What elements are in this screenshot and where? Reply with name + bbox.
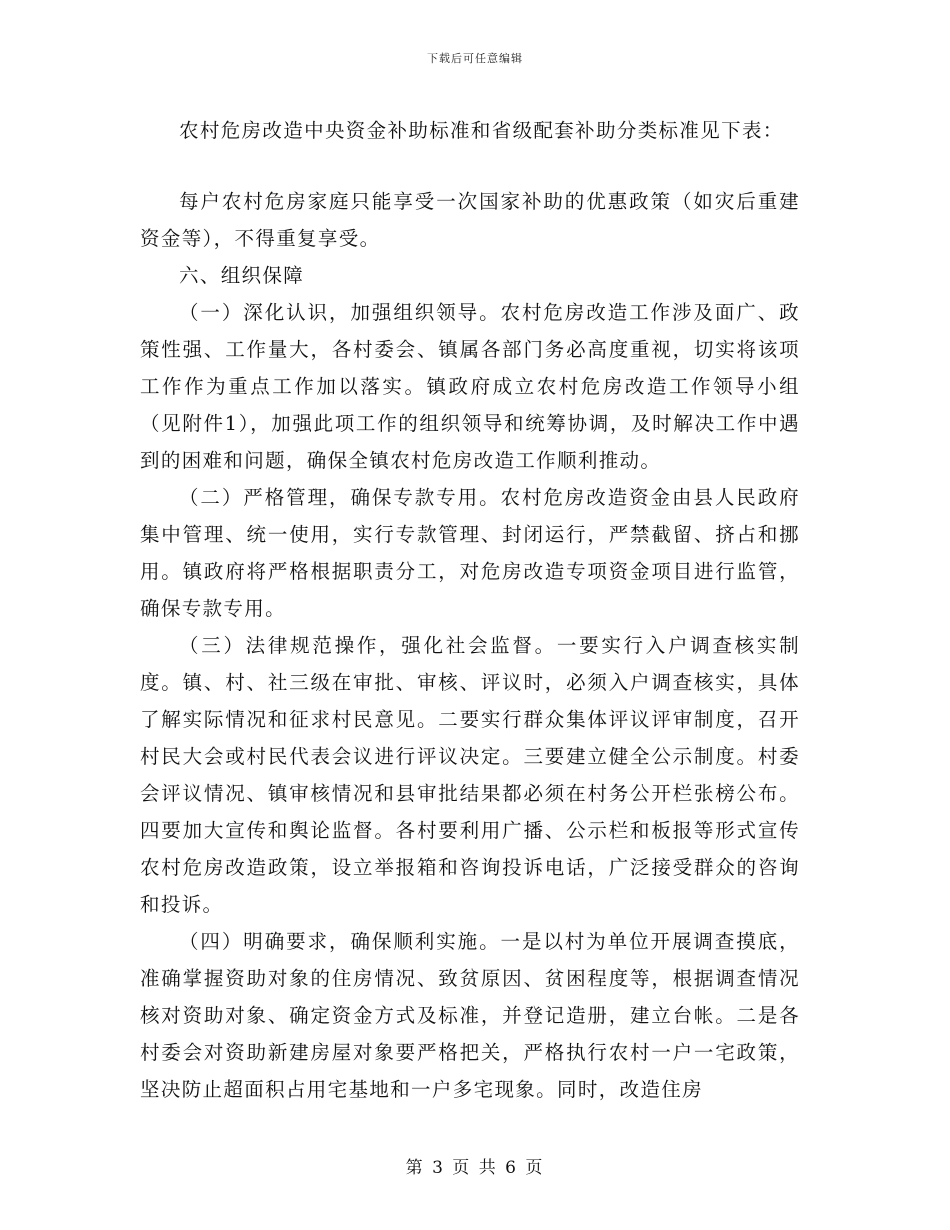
item-paragraph-3: （三）法律规范操作，强化社会监督。一要实行入户调查核实制度。镇、村、社三级在审批、审核、评议时，必须入户调查核实，具体了解实际情况和征求村民意见。二要实行群众集体评议评审制度，召开村民大会或村民代表会议进行评议决定。三要建立健全公示制度。村委会评议情况、镇审核情况和县审批结果都必须在村务公开栏张榜公布。四要加大宣传和舆论监督。各村要利用广播、公示栏和板报等形式宣传农村危房改造政策，设立举报箱和咨询投诉电话，广泛接受群众的咨询和投诉。 <box>140 634 800 916</box>
document-body <box>140 112 800 1108</box>
intro-paragraph: 农村危房改造中央资金补助标准和省级配套补助分类标准见下表： <box>179 119 784 142</box>
page-number-footer: 第 3 页 共 6 页 <box>405 1158 545 1178</box>
header-note: 下载后可任意编辑 <box>427 52 523 65</box>
item-paragraph-1: （一）深化认识，加强组织领导。农村危房改造工作涉及面广、政策性强、工作量大，各村委会、镇属各部门务必高度重视，切实将该项工作作为重点工作加以落实。镇政府成立农村危房改造工作领导小组（见附件1），加强此项工作的组织领导和统筹协调，及时解决工作中遇到的困难和问题，确保全镇农村危房改造工作顺利推动。 <box>140 301 800 472</box>
section-title: 六、组织保障 <box>179 264 305 287</box>
item-paragraph-2: （二）严格管理，确保专款专用。农村危房改造资金由县人民政府集中管理、统一使用，实行专款管理、封闭运行，严禁截留、挤占和挪用。镇政府将严格根据职责分工，对危房改造专项资金项目进行监管，确保专款专用。 <box>140 486 800 620</box>
item-paragraph-4: （四）明确要求，确保顺利实施。一是以村为单位开展调查摸底，准确掌握资助对象的住房情况、致贫原因、贫困程度等，根据调查情况核对资助对象、确定资金方式及标准，并登记造册，建立台帐。二是各村委会对资助新建房屋对象要严格把关，严格执行农村一户一宅政策，坚决防止超面积占用宅基地和一户多宅现象。同时，改造住房 <box>140 930 800 1101</box>
policy-paragraph: 每户农村危房家庭只能享受一次国家补助的优惠政策（如灾后重建资金等），不得重复享受。 <box>140 190 800 250</box>
